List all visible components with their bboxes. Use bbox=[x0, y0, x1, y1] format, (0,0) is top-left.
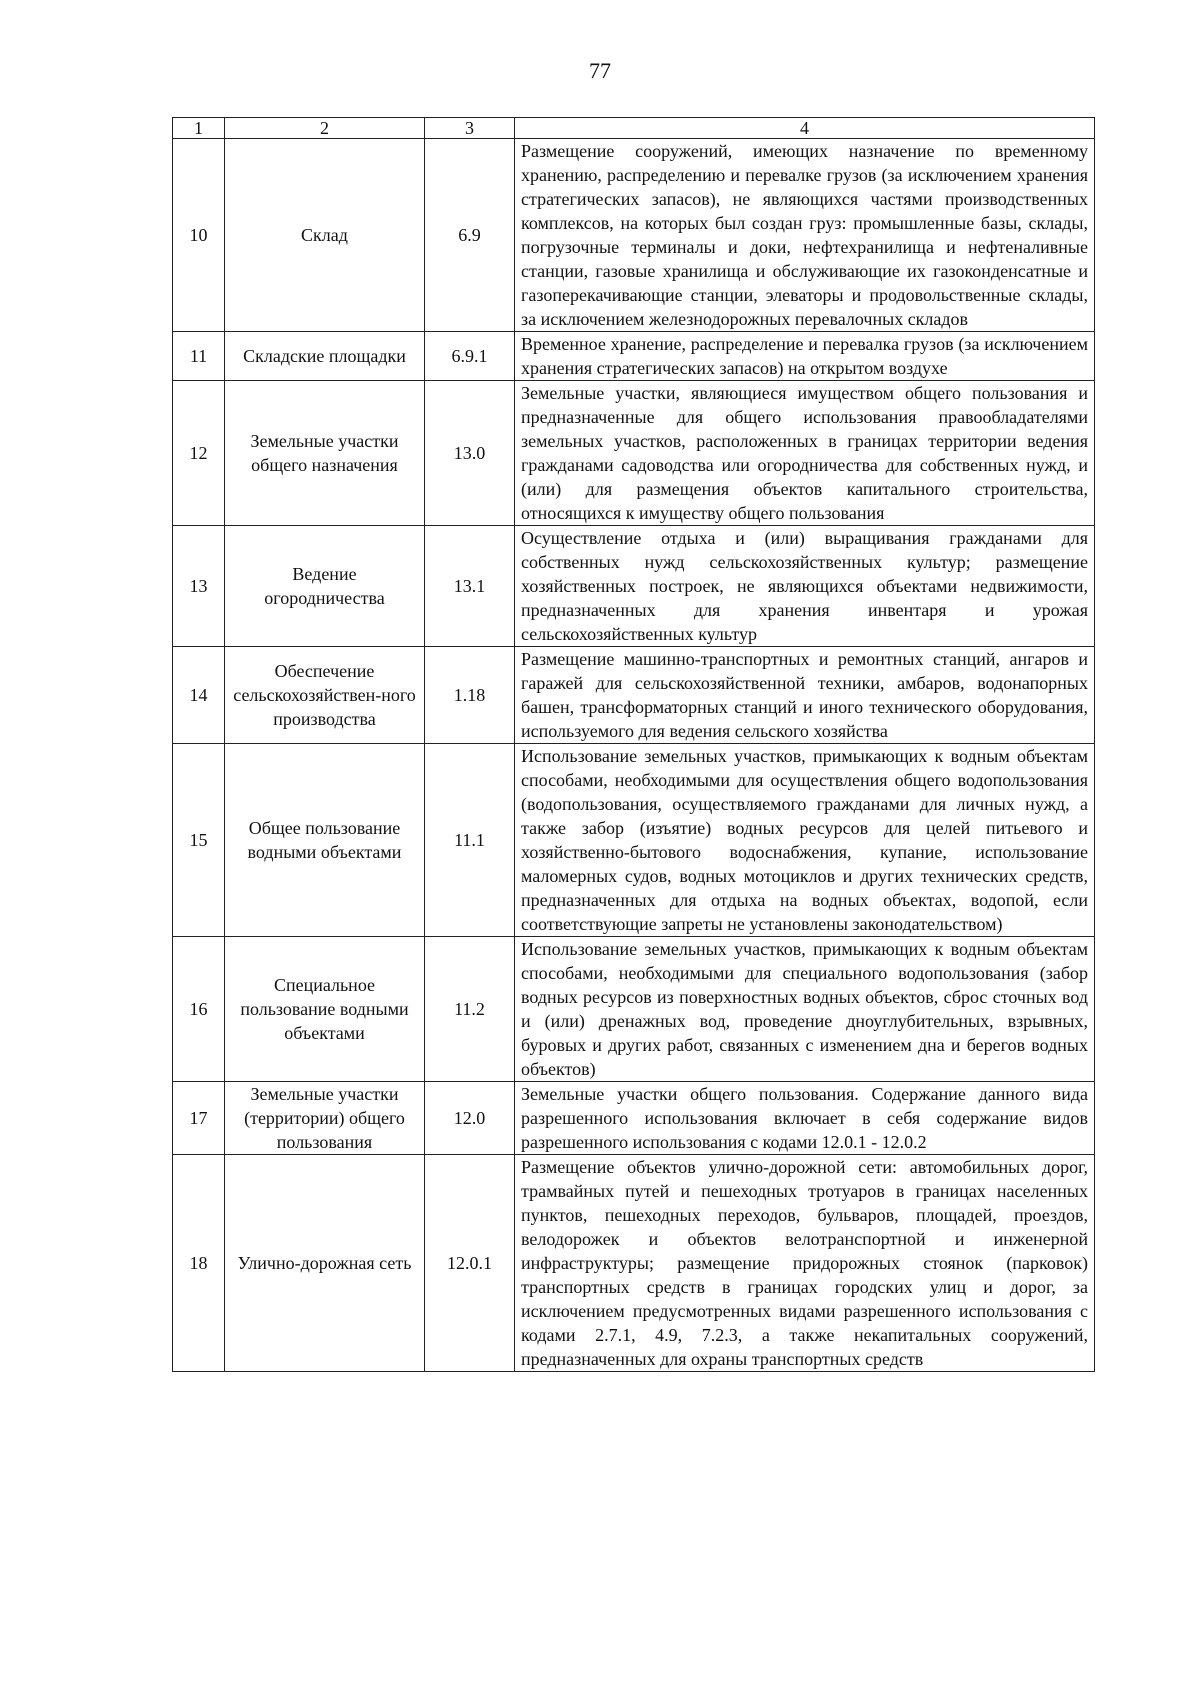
use-type-code: 12.0.1 bbox=[425, 1155, 515, 1372]
header-col-4: 4 bbox=[515, 118, 1095, 139]
use-type-name: Склад bbox=[225, 139, 425, 332]
use-type-code: 6.9.1 bbox=[425, 332, 515, 381]
row-number: 14 bbox=[173, 647, 225, 744]
land-use-table bbox=[172, 117, 1095, 1372]
page-number: 77 bbox=[589, 58, 611, 83]
use-type-name: Улично-дорожная сеть bbox=[225, 1155, 425, 1372]
use-type-description: Временное хранение, распределение и перевалка грузов (за исключением хранения стратегических запасов) на открытом воздухе bbox=[515, 332, 1095, 381]
use-type-code: 6.9 bbox=[425, 139, 515, 332]
use-type-name: Специальное пользование водными объектами bbox=[225, 937, 425, 1082]
use-type-description: Размещение объектов улично-дорожной сети: автомобильных дорог, трамвайных путей и пешеходных тротуаров в границах населенных пунктов, пешеходных переходов, бульваров, площадей, проездов, велодорожек и объектов велотранспортной и инженерной инфраструктуры; размещение придорожных стоянок (парковок) транспортных средств в границах городских улиц и дорог, за исключением предусмотренных видами разрешенного использования с кодами 2.7.1, 4.9, 7.2.3, а также некапитальных сооружений, предназначенных для охраны транспортных средств bbox=[515, 1155, 1095, 1372]
use-type-description: Земельные участки общего пользования. Содержание данного вида разрешенного использования включает в себя содержание видов разрешенного использования с кодами 12.0.1 - 12.0.2 bbox=[515, 1082, 1095, 1155]
table-row bbox=[173, 744, 1095, 937]
use-type-code: 1.18 bbox=[425, 647, 515, 744]
use-type-description: Размещение сооружений, имеющих назначение по временному хранению, распределению и перевалке грузов (за исключением хранения стратегических запасов), не являющихся частями производственных комплексов, на которых был создан груз: промышленные базы, склады, погрузочные терминалы и доки, нефтехранилища и нефтеналивные станции, газовые хранилища и обслуживающие их газоконденсатные и газоперекачивающие станции, элеваторы и продовольственные склады, за исключением железнодорожных перевалочных складов bbox=[515, 139, 1095, 332]
use-type-name: Ведение огородничества bbox=[225, 526, 425, 647]
table-row bbox=[173, 937, 1095, 1082]
use-type-description: Осуществление отдыха и (или) выращивания гражданами для собственных нужд сельскохозяйственных культур; размещение хозяйственных построек, не являющихся объектами недвижимости, предназначенных для хранения инвентаря и урожая сельскохозяйственных культур bbox=[515, 526, 1095, 647]
use-type-code: 13.0 bbox=[425, 381, 515, 526]
row-number: 18 bbox=[173, 1155, 225, 1372]
use-type-name: Общее пользование водными объектами bbox=[225, 744, 425, 937]
use-type-code: 11.1 bbox=[425, 744, 515, 937]
row-number: 17 bbox=[173, 1082, 225, 1155]
table-row bbox=[173, 1155, 1095, 1372]
use-type-name: Складские площадки bbox=[225, 332, 425, 381]
table-row bbox=[173, 647, 1095, 744]
use-type-code: 13.1 bbox=[425, 526, 515, 647]
use-type-description: Использование земельных участков, примыкающих к водным объектам способами, необходимыми для осуществления общего водопользования (водопользования, осуществляемого гражданами для личных нужд, а также забор (изъятие) водных ресурсов для целей питьевого и хозяйственно-бытового водоснабжения, купание, использование маломерных судов, водных мотоциклов и других технических средств, предназначенных для отдыха на водных объектах, водопой, если соответствующие запреты не установлены законодательством) bbox=[515, 744, 1095, 937]
use-type-description: Использование земельных участков, примыкающих к водным объектам способами, необходимыми для специального водопользования (забор водных ресурсов из поверхностных водных объектов, сброс сточных вод и (или) дренажных вод, проведение дноуглубительных, взрывных, буровых и других работ, связанных с изменением дна и берегов водных объектов) bbox=[515, 937, 1095, 1082]
row-number: 12 bbox=[173, 381, 225, 526]
row-number: 15 bbox=[173, 744, 225, 937]
table-row bbox=[173, 526, 1095, 647]
use-type-name: Земельные участки (территории) общего пользования bbox=[225, 1082, 425, 1155]
row-number: 10 bbox=[173, 139, 225, 332]
table-row bbox=[173, 332, 1095, 381]
header-col-3: 3 bbox=[425, 118, 515, 139]
use-type-name: Обеспечение сельскохозяйствен-ного производства bbox=[225, 647, 425, 744]
row-number: 16 bbox=[173, 937, 225, 1082]
use-type-name: Земельные участки общего назначения bbox=[225, 381, 425, 526]
use-type-description: Размещение машинно-транспортных и ремонтных станций, ангаров и гаражей для сельскохозяйственной техники, амбаров, водонапорных башен, трансформаторных станций и иного технического оборудования, используемого для ведения сельского хозяйства bbox=[515, 647, 1095, 744]
header-row bbox=[173, 118, 1095, 139]
table-row bbox=[173, 381, 1095, 526]
use-type-description: Земельные участки, являющиеся имуществом общего пользования и предназначенные для общего использования правообладателями земельных участков, расположенных в границах территории ведения гражданами садоводства или огородничества для собственных нужд, и (или) для размещения объектов капитального строительства, относящихся к имуществу общего пользования bbox=[515, 381, 1095, 526]
table-row bbox=[173, 139, 1095, 332]
header-col-2: 2 bbox=[225, 118, 425, 139]
use-type-code: 11.2 bbox=[425, 937, 515, 1082]
table-row bbox=[173, 1082, 1095, 1155]
row-number: 13 bbox=[173, 526, 225, 647]
use-type-code: 12.0 bbox=[425, 1082, 515, 1155]
header-col-1: 1 bbox=[173, 118, 225, 139]
row-number: 11 bbox=[173, 332, 225, 381]
